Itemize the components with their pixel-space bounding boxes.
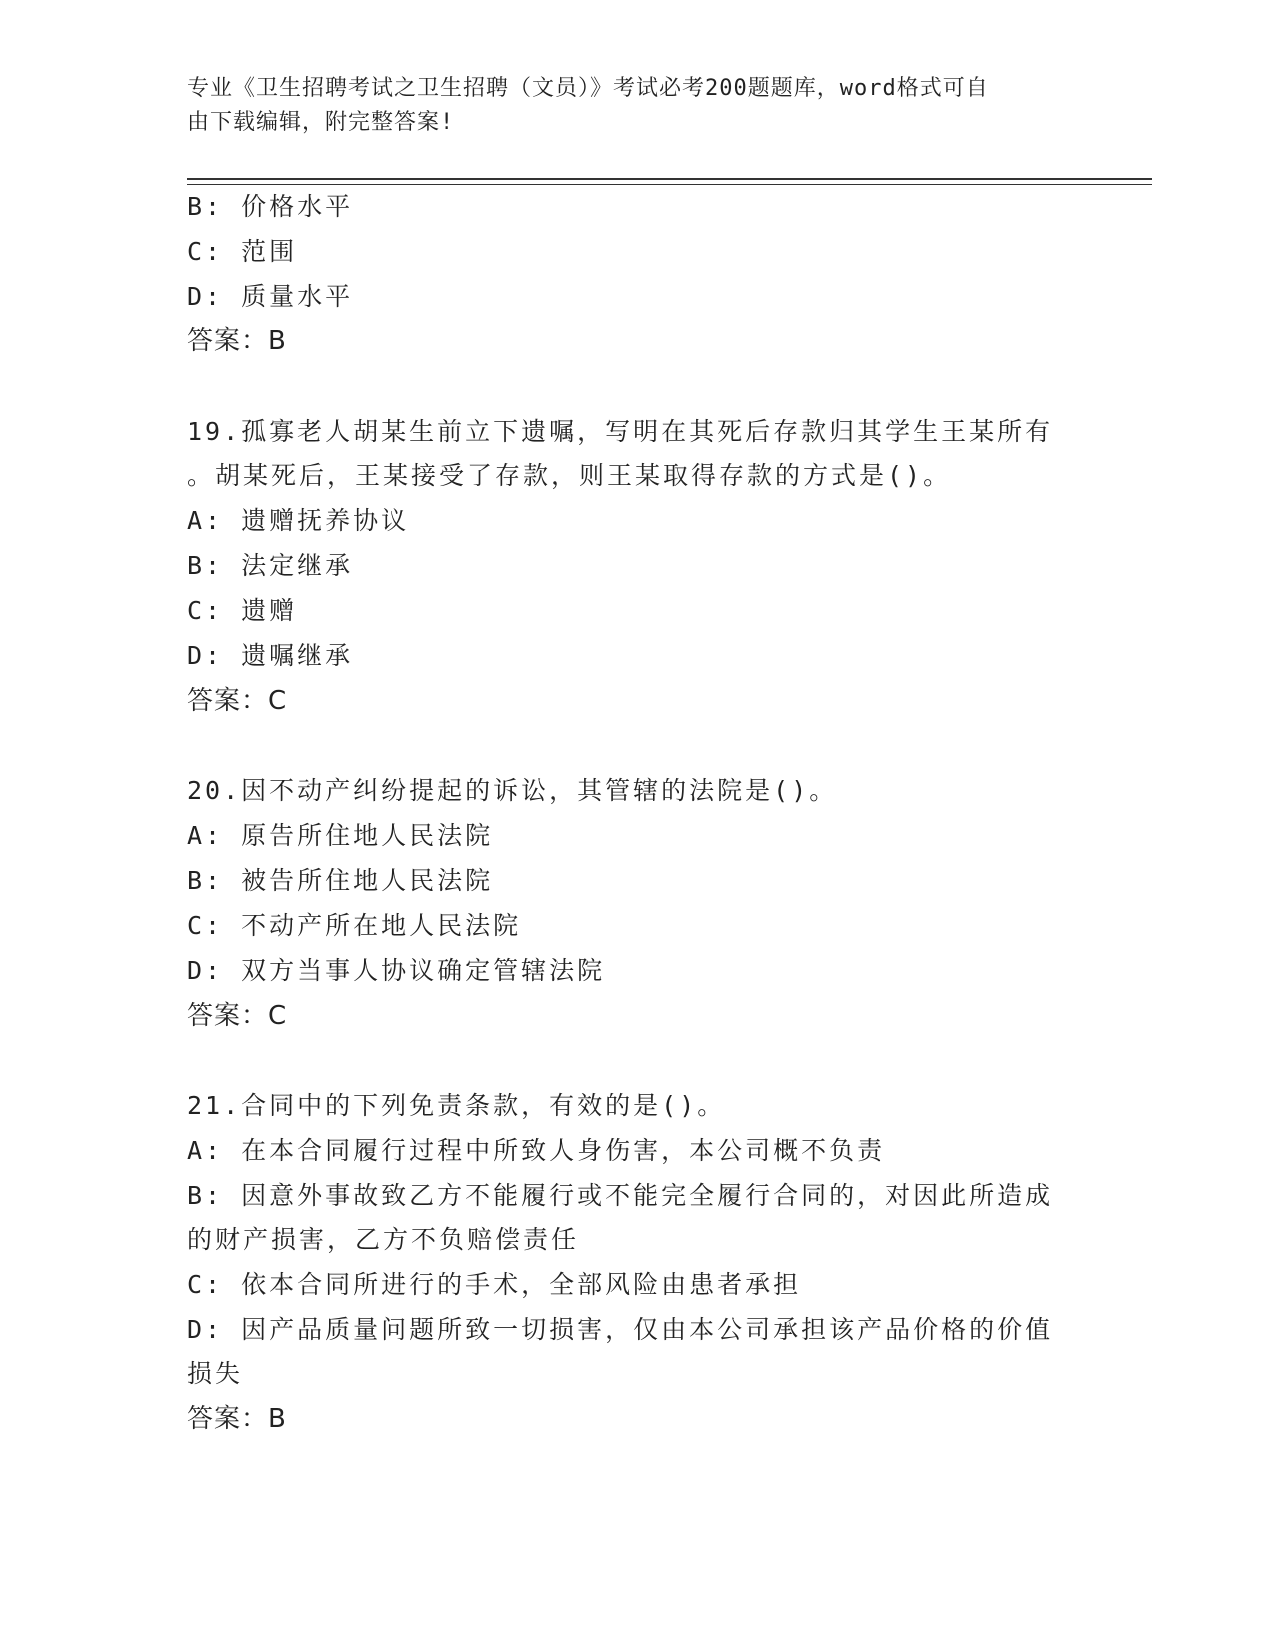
q21-option-c: C: 依本合同所进行的手术，全部风险由患者承担 <box>187 1270 802 1299</box>
q19-stem-line-1: 19.孤寡老人胡某生前立下遗嘱，写明在其死后存款归其学生王某所有 <box>187 417 1054 446</box>
q20-stem: 20.因不动产纠纷提起的诉讼，其管辖的法院是()。 <box>187 776 838 805</box>
q20-answer: 答案：C <box>187 1001 288 1031</box>
header-line-1: 专业《卫生招聘考试之卫生招聘（文员）》考试必考200题题库，word格式可自 <box>187 76 989 101</box>
q18-option-d: D: 质量水平 <box>187 282 354 311</box>
q20-option-d: D: 双方当事人协议确定管辖法院 <box>187 956 606 985</box>
q20-option-a: A: 原告所住地人民法院 <box>187 821 494 850</box>
q19-option-b: B: 法定继承 <box>187 551 354 580</box>
q18-answer: 答案：B <box>187 326 287 356</box>
q21-option-d-line-2: 损失 <box>187 1359 244 1388</box>
q19-answer: 答案：C <box>187 686 288 716</box>
q19-stem-line-2: 。胡某死后，王某接受了存款，则王某取得存款的方式是()。 <box>187 461 952 490</box>
header-divider-thick <box>187 178 1152 180</box>
q19-option-c: C: 遗赠 <box>187 596 298 625</box>
q18-option-c: C: 范围 <box>187 237 298 266</box>
q19-option-a: A: 遗赠抚养协议 <box>187 506 410 535</box>
q18-option-b: B: 价格水平 <box>187 192 354 221</box>
q21-option-b-line-2: 的财产损害，乙方不负赔偿责任 <box>187 1225 580 1254</box>
q19-option-d: D: 遗嘱继承 <box>187 641 354 670</box>
q20-option-b: B: 被告所住地人民法院 <box>187 866 494 895</box>
document-header <box>187 72 1067 140</box>
header-divider-thin <box>187 184 1152 185</box>
q20-option-c: C: 不动产所在地人民法院 <box>187 911 522 940</box>
q21-stem: 21.合同中的下列免责条款，有效的是()。 <box>187 1091 726 1120</box>
q21-option-b-line-1: B: 因意外事故致乙方不能履行或不能完全履行合同的，对因此所造成 <box>187 1181 1054 1210</box>
q21-option-d-line-1: D: 因产品质量问题所致一切损害，仅由本公司承担该产品价格的价值 <box>187 1315 1054 1344</box>
q21-option-a: A: 在本合同履行过程中所致人身伤害，本公司概不负责 <box>187 1136 886 1165</box>
q21-answer: 答案：B <box>187 1404 287 1434</box>
header-line-2: 由下载编辑，附完整答案! <box>187 110 455 135</box>
